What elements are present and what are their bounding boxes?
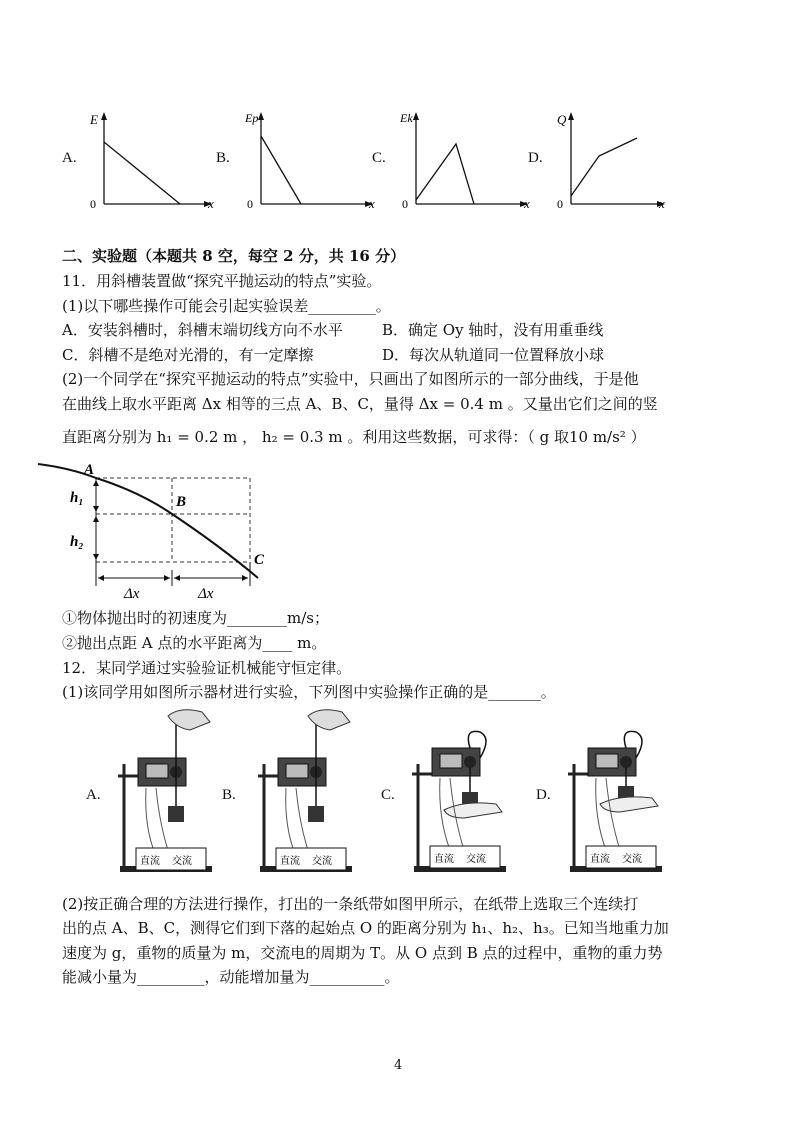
q11-part2-line1: (2)一个同学在“探究平抛运动的特点”实验中，只画出了如图所示的一部分曲线，于是他 — [62, 370, 639, 388]
graph-d-option: D. — [528, 150, 543, 166]
section-title: 二、实验题（本题共 8 空，每空 2 分，共 16 分） — [62, 247, 406, 265]
graph-d-ylabel: Q — [557, 112, 567, 127]
graph-c-option: C. — [372, 150, 386, 166]
graph-b-xlabel: x — [369, 196, 375, 211]
apparatus-a — [110, 708, 220, 876]
apparatus-c-dc: 直流 — [434, 854, 454, 865]
graph-a-origin: 0 — [90, 197, 96, 211]
apparatus-c — [404, 718, 514, 876]
point-c-label: C — [254, 552, 265, 568]
q12-part2-line1: (2)按正确合理的方法进行操作，打出的一条纸带如图甲所示，在纸带上选取三个连续打 — [62, 895, 639, 913]
graph-d-origin: 0 — [557, 197, 563, 211]
graph-d — [555, 108, 675, 216]
h2-label: h₂ — [70, 534, 84, 550]
q12-part2-line2: 出的点 A、B、C，测得它们到下落的起始点 O 的距离分别为 h₁、h₂、h₃。已知当地重力加 — [62, 919, 669, 937]
apparatus-b-option: B. — [222, 787, 236, 803]
q11-option-c: C．斜槽不是绝对光滑的，有一定摩擦 — [62, 346, 314, 364]
q11-option-d: D．每次从轨道同一位置释放小球 — [382, 346, 605, 364]
q11-part1: (1)以下哪些操作可能会引起实验误差_________。 — [62, 297, 391, 315]
q11-option-b: B．确定 Oy 轴时，没有用重垂线 — [382, 321, 604, 339]
apparatus-c-option: C. — [381, 787, 395, 803]
apparatus-b-ac: 交流 — [312, 856, 332, 867]
dx1-label: Δx — [124, 586, 140, 602]
graph-a-xlabel: x — [208, 196, 214, 211]
projectile-figure — [30, 458, 290, 608]
graph-a — [88, 108, 218, 216]
graph-b-option: B. — [216, 150, 230, 166]
apparatus-a-option: A. — [86, 787, 101, 803]
q11-part2-line3: 直距离分别为 h₁ = 0.2 m ， h₂ = 0.3 m 。利用这些数据，可求得：（ g 取10 m/s² ） — [62, 428, 646, 446]
graph-b-ylabel: Ep — [245, 111, 259, 125]
point-a-label: A — [84, 462, 95, 478]
page-number: 4 — [394, 1058, 403, 1073]
q11-answer2: ②抛出点距 A 点的水平距离为____ m。 — [62, 634, 327, 652]
apparatus-a-dc: 直流 — [140, 856, 160, 867]
apparatus-c-ac: 交流 — [466, 854, 486, 865]
graph-d-xlabel: x — [659, 196, 665, 211]
dx2-label: Δx — [198, 586, 214, 602]
q11-option-a: A．安装斜槽时，斜槽末端切线方向不水平 — [62, 321, 343, 339]
graph-c — [400, 108, 535, 216]
q12-part1: (1)该同学用如图所示器材进行实验，下列图中实验操作正确的是_______。 — [62, 683, 556, 701]
graph-b — [245, 108, 380, 216]
apparatus-d-option: D. — [536, 787, 551, 803]
graph-c-xlabel: x — [524, 196, 530, 211]
apparatus-d — [560, 716, 670, 876]
q12-stem: 12．某同学通过实验验证机械能守恒定律。 — [62, 659, 352, 677]
h1-label: h₁ — [70, 490, 84, 506]
graph-c-ylabel: Ek — [400, 111, 413, 125]
apparatus-a-ac: 交流 — [172, 856, 192, 867]
q11-answer1: ①物体抛出时的初速度为________m/s； — [62, 609, 329, 627]
q12-part2-line3: 速度为 g，重物的质量为 m，交流电的周期为 T。从 O 点到 B 点的过程中，重物的重力势 — [62, 944, 663, 962]
apparatus-b — [250, 708, 360, 876]
graph-a-option: A. — [62, 150, 77, 166]
graph-c-origin: 0 — [402, 197, 408, 211]
apparatus-b-dc: 直流 — [280, 856, 300, 867]
apparatus-d-dc: 直流 — [590, 854, 610, 865]
graph-b-origin: 0 — [247, 197, 253, 211]
q12-part2-line4: 能减小量为_________，动能增加量为__________。 — [62, 968, 400, 986]
apparatus-d-ac: 交流 — [622, 854, 642, 865]
point-b-label: B — [176, 494, 187, 510]
graph-a-ylabel: E — [90, 112, 98, 127]
q11-stem: 11．用斜槽装置做“探究平抛运动的特点”实验。 — [62, 272, 382, 290]
q11-part2-line2: 在曲线上取水平距离 Δx 相等的三点 A、B、C，量得 Δx = 0.4 m 。又量出它们之间的竖 — [62, 395, 658, 413]
